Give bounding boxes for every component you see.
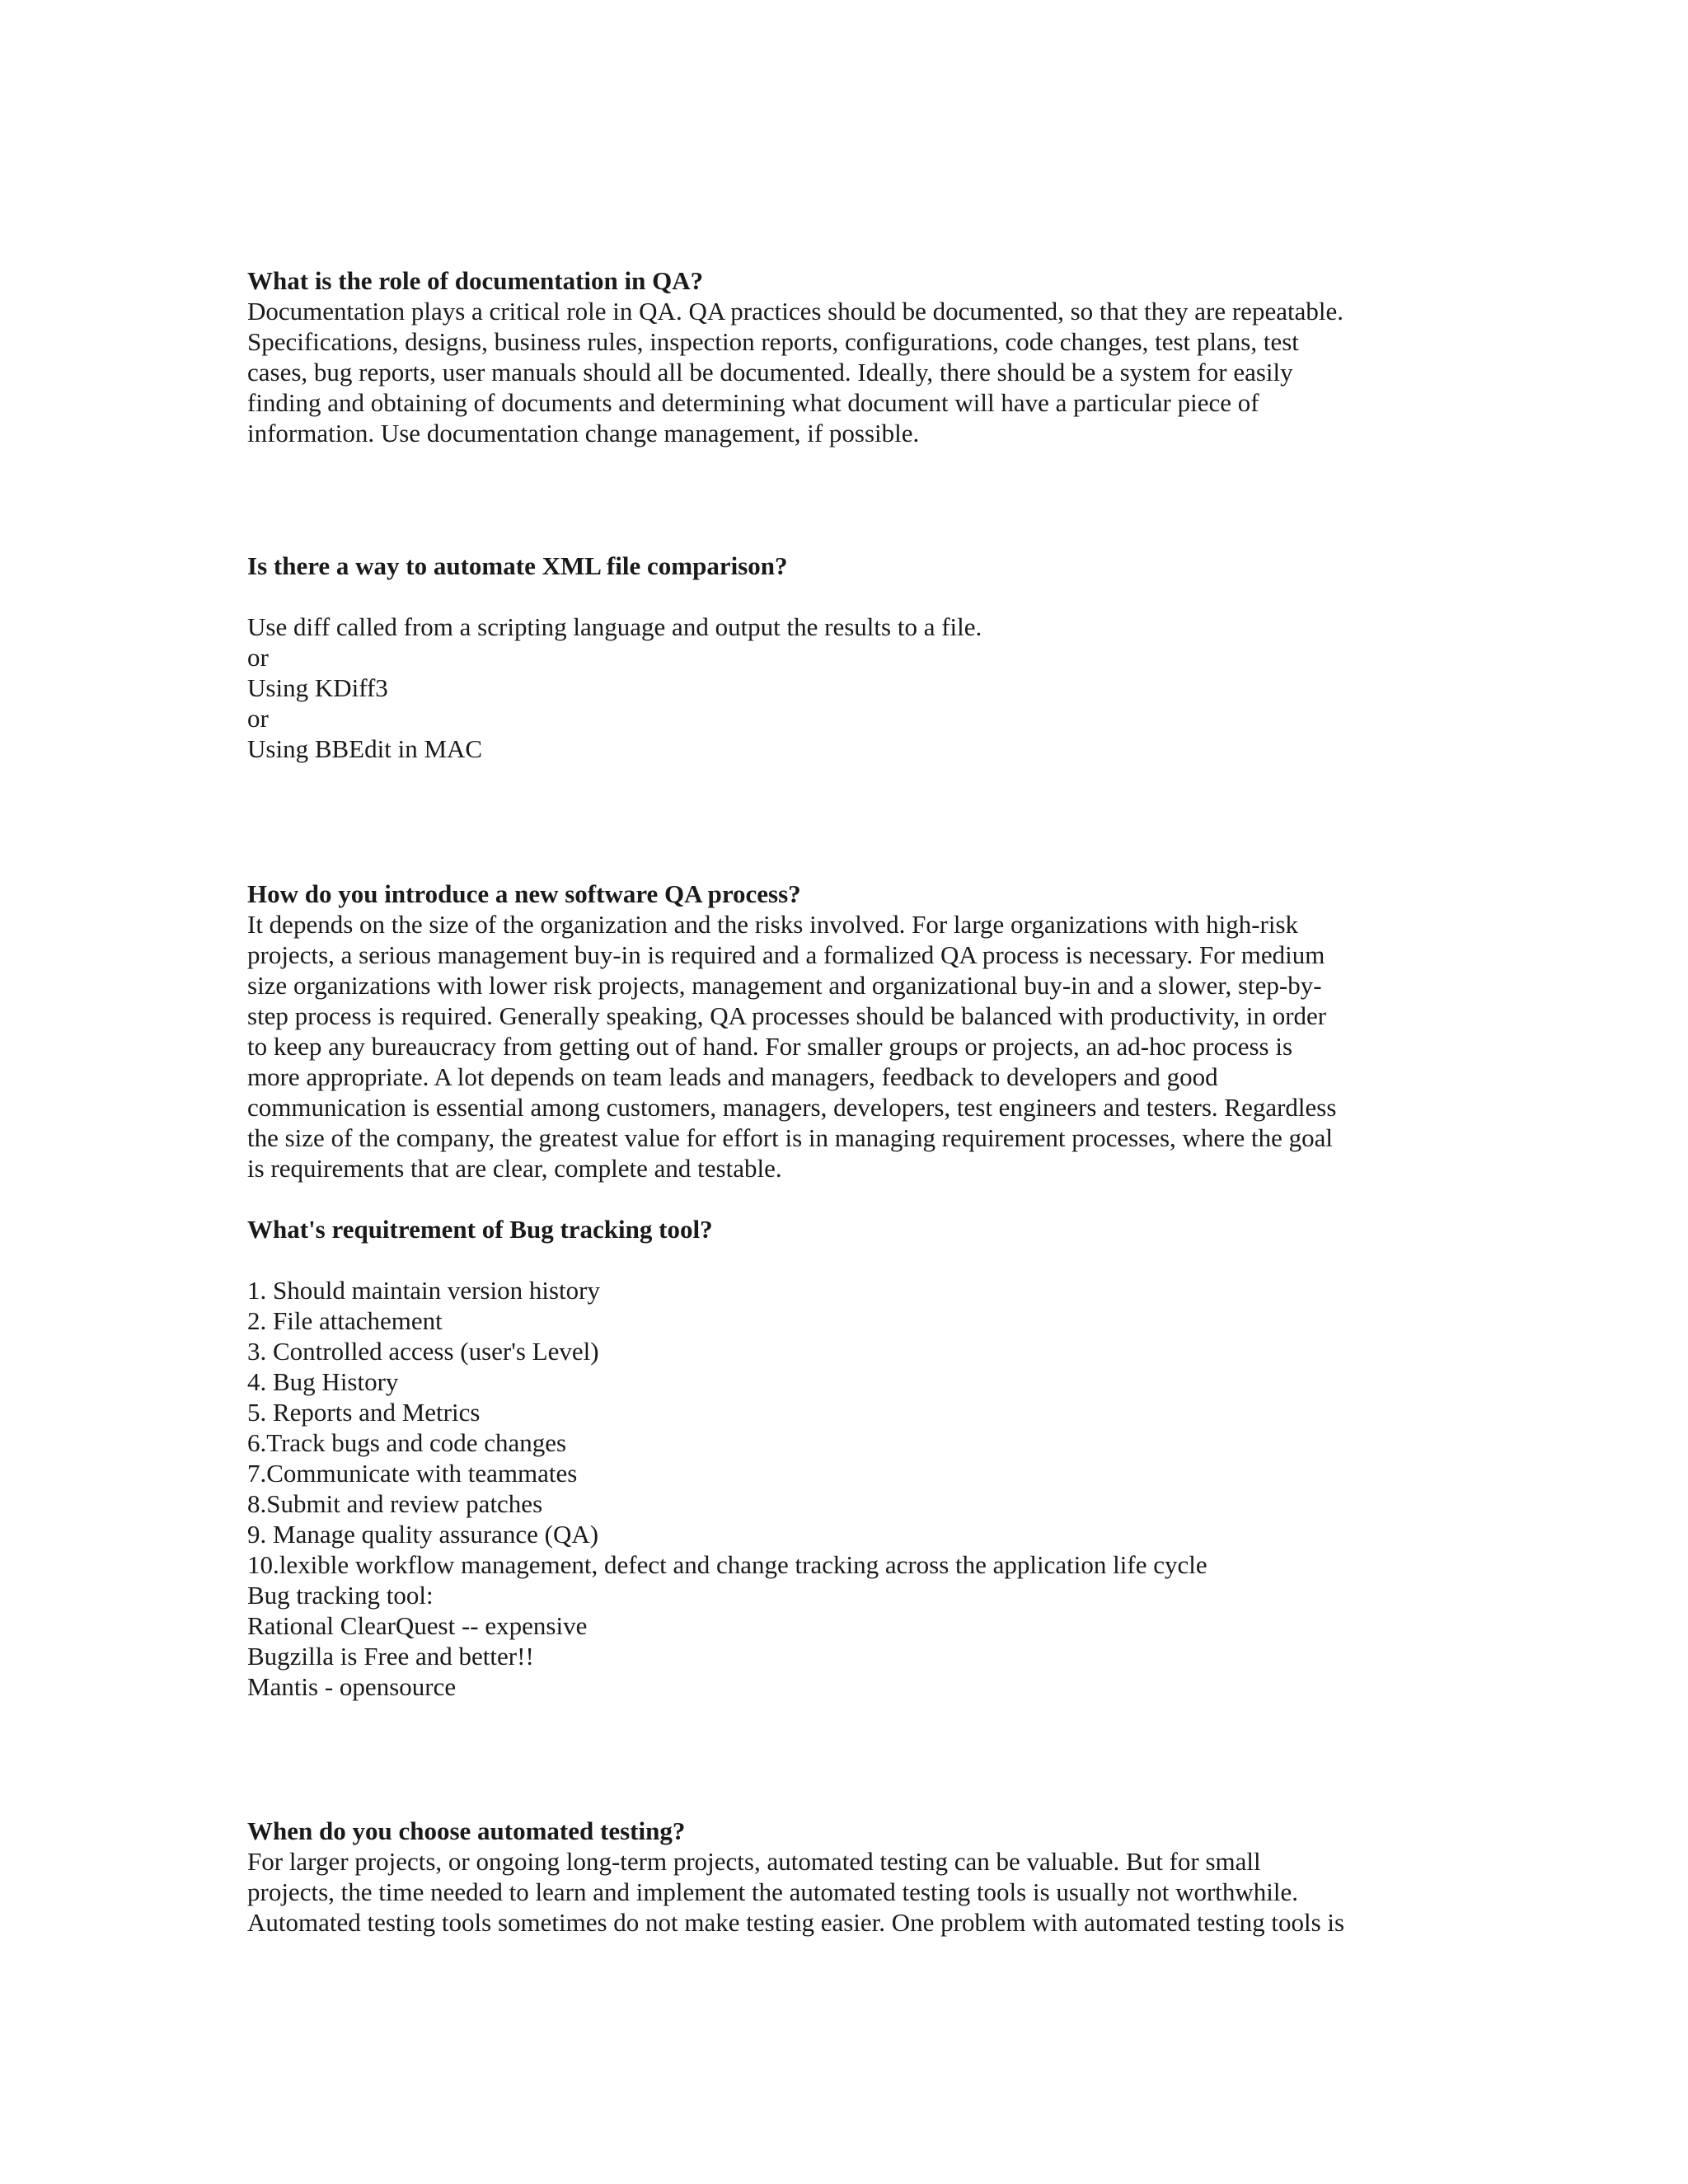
section-heading: What's requitrement of Bug tracking tool? [247,1215,713,1244]
list-item: 1. Should maintain version history [247,1276,600,1305]
body-line: Mantis - opensource [247,1672,457,1701]
body-line: Documentation plays a critical role in QA. QA practices should be documented, so that they are repeatable. [247,297,1343,326]
body-line: It depends on the size of the organization and the risks involved. For large organizations with high-risk [247,910,1299,939]
section-heading: Is there a way to automate XML file comparison? [247,551,788,580]
section-new-qa-process [247,879,1467,1183]
list-item: 6.Track bugs and code changes [247,1428,567,1457]
list-item: 10.lexible workflow management, defect and change tracking across the application life cycle [247,1550,1207,1579]
body-line: Rational ClearQuest -- expensive [247,1611,588,1640]
section-bug-tracking-requirements [247,1214,1467,1702]
list-item: 8.Submit and review patches [247,1489,543,1518]
body-line: Use diff called from a scripting language and output the results to a file. [247,612,982,641]
body-line: is requirements that are clear, complete and testable. [247,1154,782,1183]
body-line: Bug tracking tool: [247,1581,434,1610]
list-item: 7.Communicate with teammates [247,1459,578,1488]
body-line: finding and obtaining of documents and determining what document will have a particular piece of [247,388,1259,417]
section-documentation-role [247,265,1467,448]
body-line: step process is required. Generally speaking, QA processes should be balanced with productivity, in order [247,1001,1327,1030]
body-line: to keep any bureaucracy from getting out of hand. For smaller groups or projects, an ad-hoc process is [247,1032,1293,1061]
body-line: information. Use documentation change management, if possible. [247,419,920,448]
body-line: size organizations with lower risk projects, management and organizational buy-in and a slower, step-by- [247,971,1322,1000]
body-line: communication is essential among customers, managers, developers, test engineers and testers. Regardless [247,1093,1337,1122]
blank-line [247,581,1467,612]
body-line: projects, a serious management buy-in is required and a formalized QA process is necessary. For medium [247,940,1325,969]
body-line: Bugzilla is Free and better!! [247,1642,534,1671]
section-heading: How do you introduce a new software QA process? [247,879,801,908]
list-item: 3. Controlled access (user's Level) [247,1337,599,1366]
body-line: cases, bug reports, user manuals should all be documented. Ideally, there should be a system for easily [247,358,1293,387]
body-line: Automated testing tools sometimes do not make testing easier. One problem with automated testing tools is [247,1908,1345,1937]
list-item: 4. Bug History [247,1367,399,1396]
body-line: Using BBEdit in MAC [247,734,483,763]
section-heading: When do you choose automated testing? [247,1816,686,1845]
list-item: 9. Manage quality assurance (QA) [247,1520,599,1549]
body-line: Using KDiff3 [247,673,388,702]
body-line: the size of the company, the greatest value for effort is in managing requirement processes, where the goal [247,1123,1334,1152]
list-item: 5. Reports and Metrics [247,1398,481,1427]
body-line: more appropriate. A lot depends on team leads and managers, feedback to developers and good [247,1062,1218,1091]
list-item: 2. File attachement [247,1306,443,1335]
body-line: or [247,643,269,672]
body-line: For larger projects, or ongoing long-term projects, automated testing can be valuable. But for small [247,1847,1261,1876]
body-line: projects, the time needed to learn and implement the automated testing tools is usually not worthwhile. [247,1877,1299,1906]
body-line: Specifications, designs, business rules, inspection reports, configurations, code changes, test plans, test [247,327,1299,356]
blank-line [247,1244,1467,1275]
section-xml-comparison [247,551,1467,764]
section-heading: What is the role of documentation in QA? [247,266,704,295]
body-line: or [247,704,269,733]
section-automated-testing [247,1816,1467,1938]
